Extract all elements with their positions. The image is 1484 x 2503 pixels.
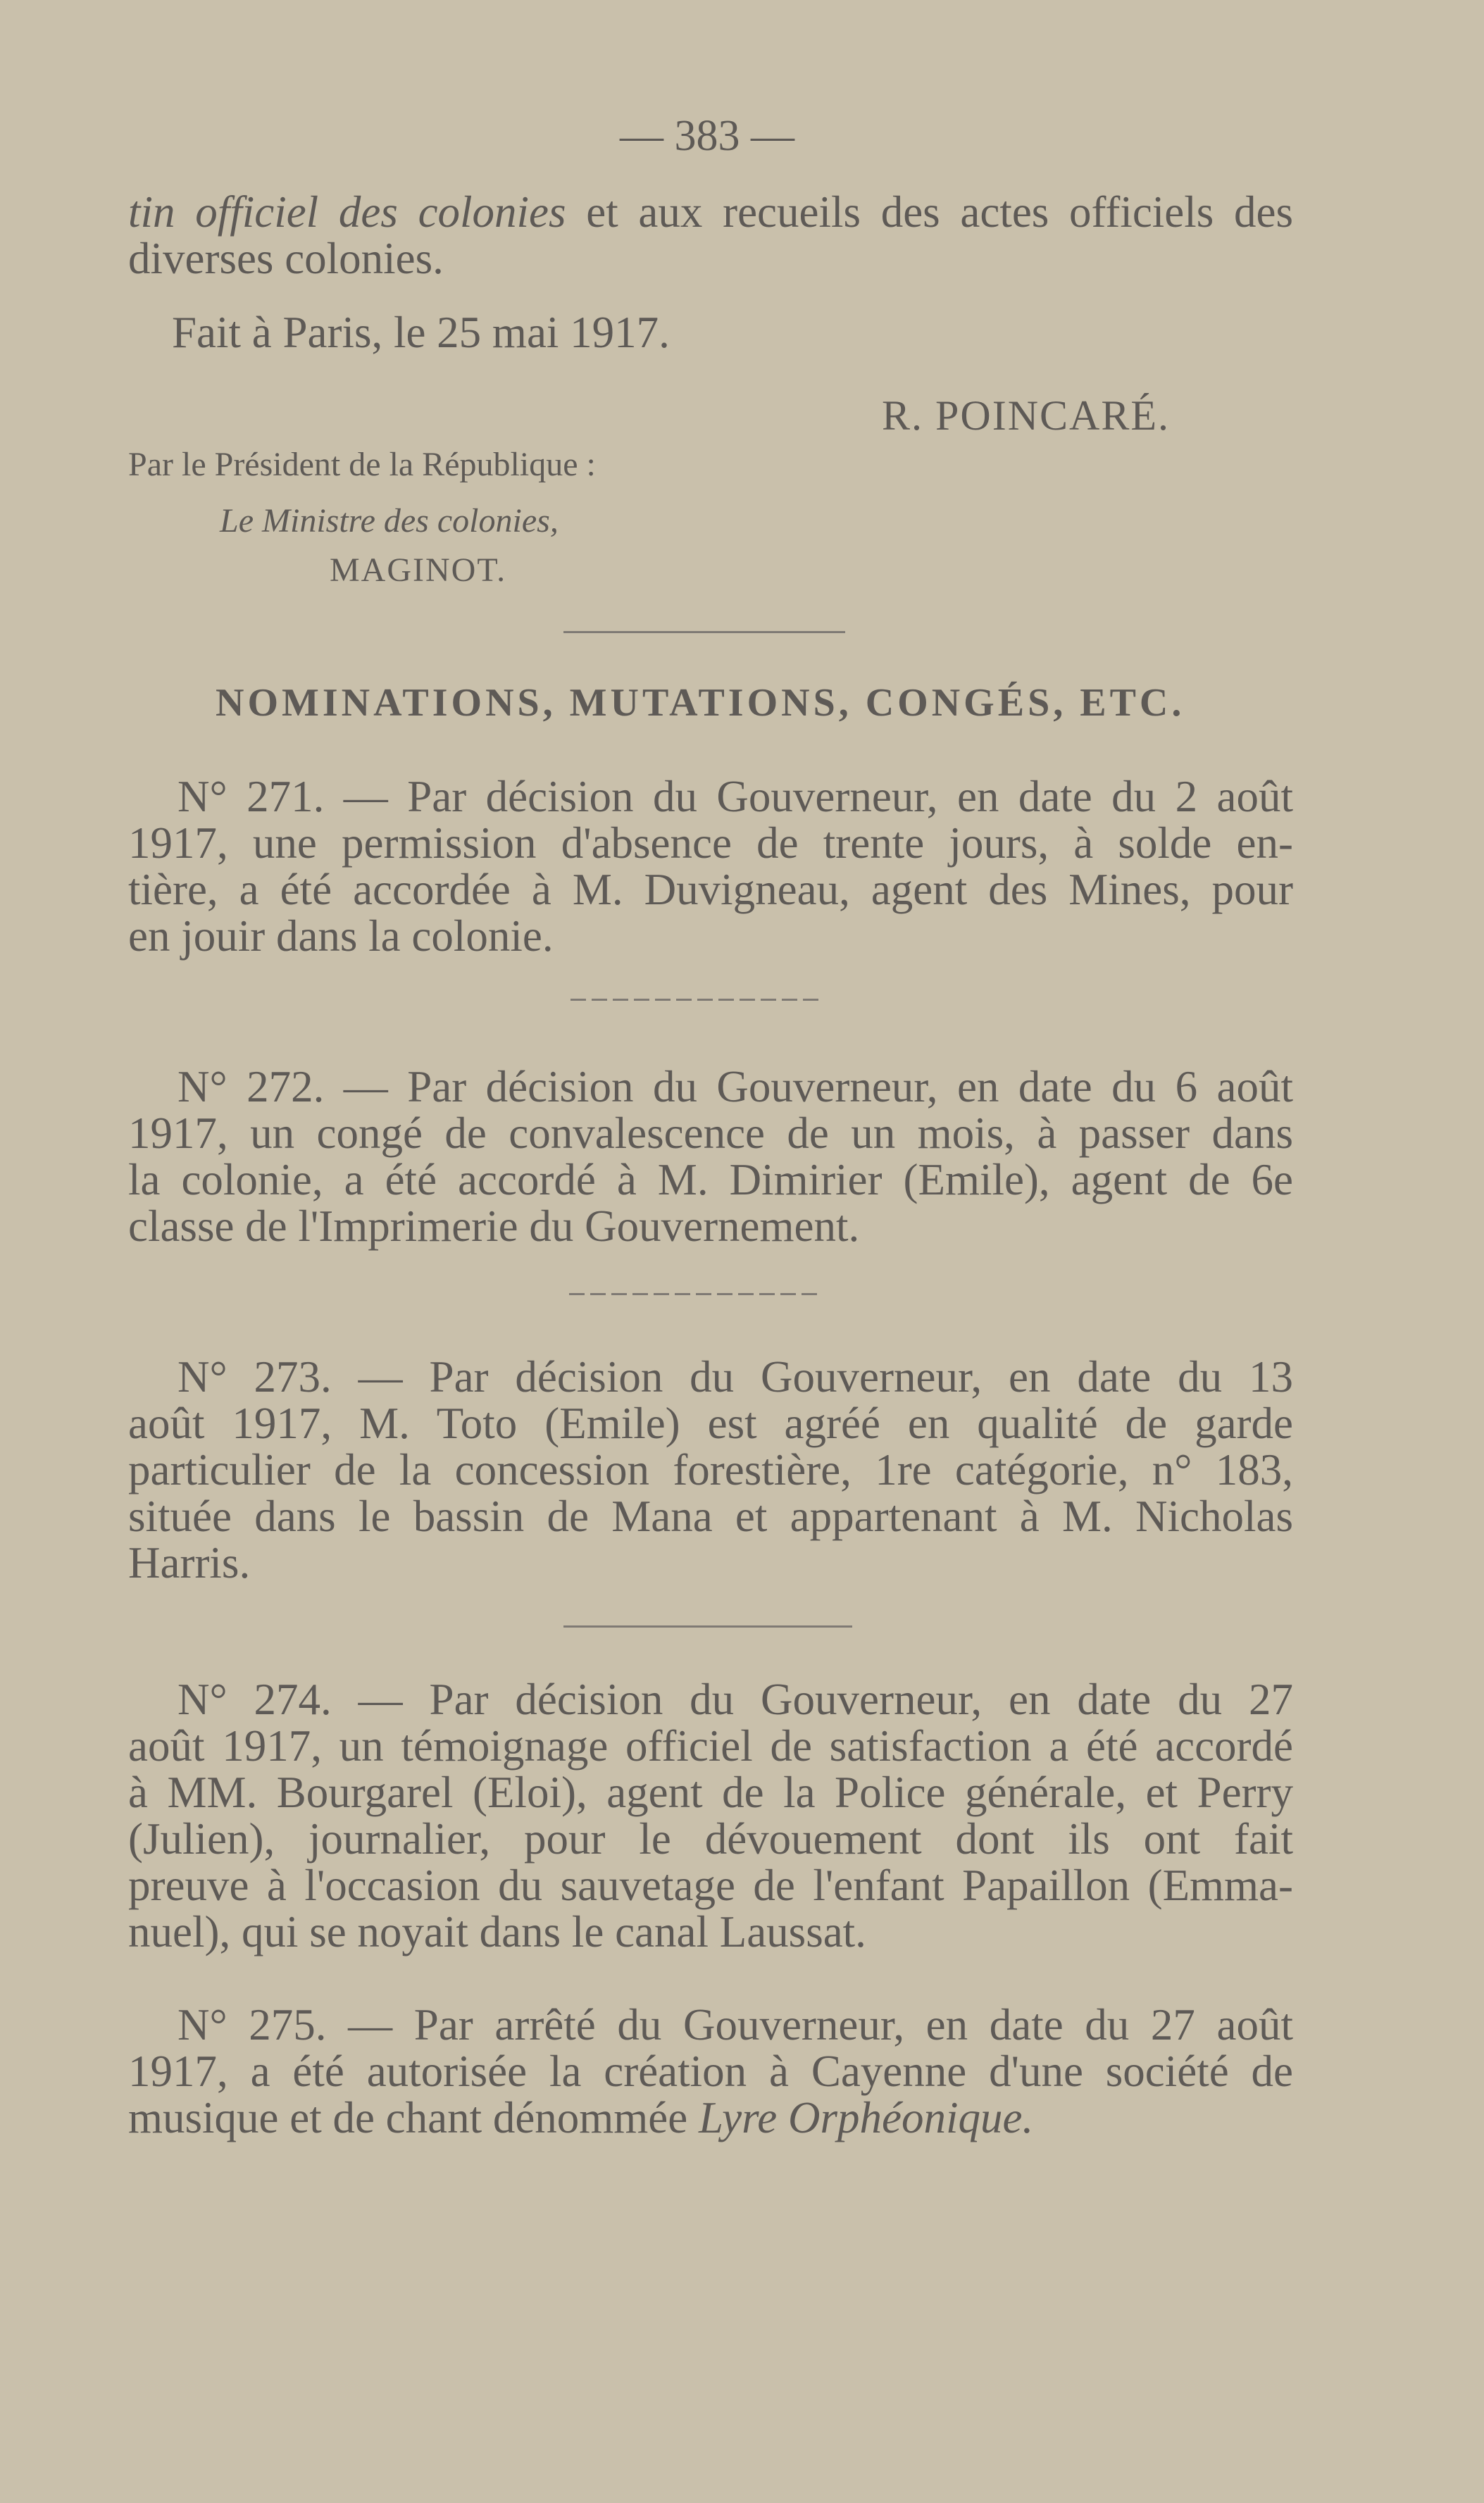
entry-line: nuel), qui se noyait dans le canal Laussat. [128,1907,866,1956]
entry-line: classe de l'Imprimerie du Gouvernement. [128,1201,860,1251]
separator-rule-3 [569,1293,823,1295]
entry-275 [128,2002,1293,2141]
entry-line: preuve à l'occasion du sauvetage de l'enfant Papaillon (Emma- [128,1861,1293,1910]
entry-line: N° 272. — Par décision du Gouverneur, en date du 6 août [177,1062,1293,1111]
entry-line: particulier de la concession forestière, 1re catégorie, n° 183, [128,1445,1293,1494]
entry-line: N° 275. — Par arrêté du Gouverneur, en date du 27 août [177,2000,1293,2049]
president-signature: R. POINCARÉ. [882,392,1171,439]
separator-rule-2 [570,999,824,1001]
separator-rule-1 [563,631,845,633]
entry-line: Harris. [128,1538,251,1587]
entry-line-text: musique et de chant dénommée [128,2093,699,2142]
bulletin-title-fragment: tin officiel des colonies [128,187,566,237]
entry-line: 1917, un congé de convalescence de un mois, à passer dans [128,1109,1293,1158]
entry-line: 1917, une permission d'absence de trente jours, à solde en- [128,818,1293,868]
entry-line: (Julien), journalier, pour le dévouement dont ils ont fait [128,1814,1293,1864]
separator-rule-4 [563,1625,852,1628]
entry-272 [128,1063,1293,1249]
entry-line: août 1917, un témoignage officiel de satisfaction a été accordé [128,1721,1293,1771]
entry-274 [128,1676,1293,1955]
society-name: Lyre Orphéonique. [699,2093,1034,2142]
par-le-president: Par le Président de la République : [128,446,596,483]
entry-line: N° 274. — Par décision du Gouverneur, en date du 27 [177,1675,1293,1724]
entry-line: à MM. Bourgarel (Eloi), agent de la Police générale, et Perry [128,1768,1293,1817]
minister-name: MAGINOT. [330,551,507,589]
section-title: NOMINATIONS, MUTATIONS, CONGÉS, ETC. [216,681,1185,725]
entry-line [128,2095,1293,2141]
entry-line: 1917, a été autorisée la création à Cayenne d'une société de [128,2047,1293,2096]
entry-line: en jouir dans la colonie. [128,911,554,961]
minister-title: Le Ministre des colonies, [220,502,559,539]
opening-line-2: diverses colonies. [128,234,444,283]
opening-line-1-rest: et aux recueils des actes officiels des [566,187,1293,237]
date-line: Fait à Paris, le 25 mai 1917. [172,308,670,357]
entry-271 [128,773,1293,959]
opening-line-1 [128,189,1293,235]
entry-line: N° 273. — Par décision du Gouverneur, en date du 13 [177,1352,1293,1402]
entry-line: la colonie, a été accordé à M. Dimirier (Emile), agent de 6e [128,1155,1293,1204]
entry-line: tière, a été accordée à M. Duvigneau, agent des Mines, pour [128,865,1293,914]
opening-paragraph [128,189,1293,282]
entry-273 [128,1354,1293,1586]
entry-line: août 1917, M. Toto (Emile) est agréé en qualité de garde [128,1399,1293,1448]
page-number: — 383 — [620,112,794,160]
entry-line: située dans le bassin de Mana et appartenant à M. Nicholas [128,1492,1293,1541]
entry-line: N° 271. — Par décision du Gouverneur, en date du 2 août [177,772,1293,821]
